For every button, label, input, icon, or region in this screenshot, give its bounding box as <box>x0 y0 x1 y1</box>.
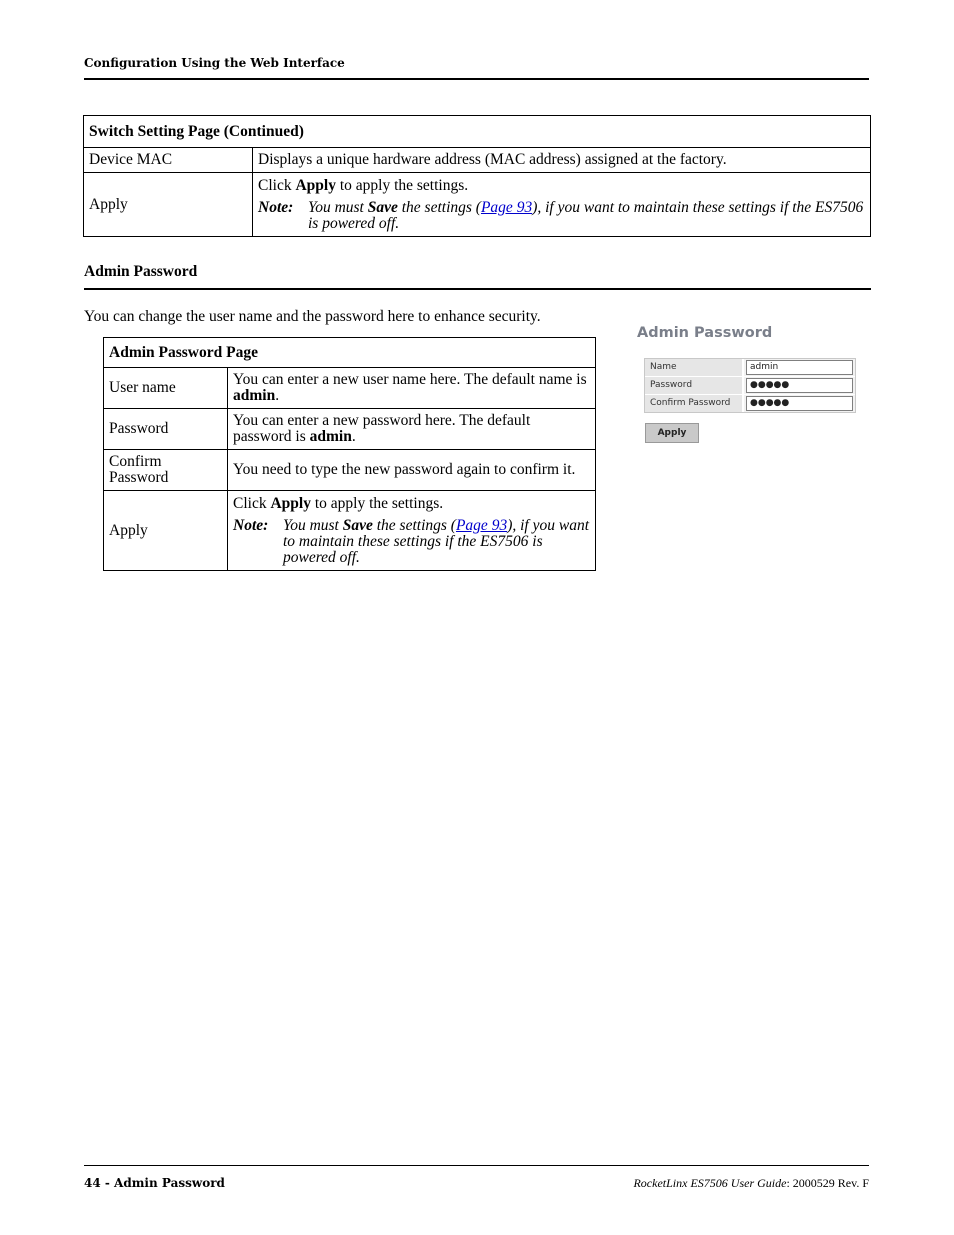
apply-button[interactable]: Apply <box>645 423 699 443</box>
switch-apply-desc <box>253 173 871 237</box>
note-bold: Save <box>342 516 373 534</box>
confirm-password-desc: You need to type the new password again to confirm it. <box>228 450 596 491</box>
user-name-desc <box>228 368 596 409</box>
header-rule <box>84 78 869 80</box>
apply-text-post: to apply the settings. <box>310 494 444 512</box>
form-row-password <box>645 377 855 395</box>
apply-bold: Apply <box>270 494 311 512</box>
password-label: Password <box>104 409 228 450</box>
switch-table-title: Switch Setting Page (Continued) <box>84 116 871 148</box>
switch-setting-table <box>83 115 871 237</box>
admin-apply-line <box>233 496 590 512</box>
section-title: Admin Password <box>84 263 198 280</box>
user-name-label: User name <box>104 368 228 409</box>
footer-page-label: 44 - Admin Password <box>84 1176 225 1190</box>
running-header: Configuration Using the Web Interface <box>84 56 345 70</box>
admin-table-title: Admin Password Page <box>104 338 596 368</box>
note-label: Note: <box>233 516 269 534</box>
apply-bold: Apply <box>295 176 336 194</box>
password-desc <box>228 409 596 450</box>
password-field-label: Password <box>645 377 744 394</box>
device-mac-desc: Displays a unique hardware address (MAC address) assigned at the factory. <box>253 148 871 173</box>
note-text-mid: the settings ( <box>372 516 456 534</box>
admin-apply-desc <box>228 491 596 571</box>
footer-doc-info <box>633 1176 869 1191</box>
admin-password-form <box>644 358 856 413</box>
switch-apply-label: Apply <box>84 173 253 237</box>
note-body <box>308 200 865 232</box>
password-input[interactable]: ●●●●● <box>746 378 853 393</box>
apply-text: Click <box>258 176 296 194</box>
desc-post: . <box>351 428 356 445</box>
desc-bold: admin <box>309 428 352 445</box>
desc-bold: admin <box>233 387 276 404</box>
section-intro: You can change the user name and the password here to enhance security. <box>84 308 541 325</box>
widget-title: Admin Password <box>637 325 773 341</box>
apply-text: Click <box>233 494 271 512</box>
desc-text: You can enter a new password here. The default password is <box>233 412 531 445</box>
admin-apply-note <box>233 518 590 566</box>
footer-guide-title: RocketLinx ES7506 User Guide <box>633 1176 787 1190</box>
note-label: Note: <box>258 198 294 216</box>
switch-apply-note <box>258 200 865 232</box>
note-text-post: ), if you want to maintain these settings if the ES7506 is powered off. <box>283 516 590 566</box>
admin-password-table <box>103 337 596 571</box>
admin-apply-label: Apply <box>104 491 228 571</box>
device-mac-label: Device MAC <box>84 148 253 173</box>
desc-text: You can enter a new user name here. The default name is <box>233 371 587 388</box>
confirm-password-input[interactable]: ●●●●● <box>746 396 853 411</box>
switch-apply-line <box>258 178 865 194</box>
footer-rev: : 2000529 Rev. F <box>786 1176 869 1190</box>
page-93-link[interactable]: Page 93 <box>480 198 533 216</box>
confirm-field-label: Confirm Password <box>645 395 744 412</box>
confirm-password-label: Confirm Password <box>104 450 228 491</box>
note-bold: Save <box>367 198 398 216</box>
note-text-mid: the settings ( <box>397 198 481 216</box>
note-text: You must <box>283 516 343 534</box>
name-field-label: Name <box>645 359 744 376</box>
note-text: You must <box>308 198 368 216</box>
form-row-name <box>645 359 855 377</box>
form-row-confirm <box>645 395 855 412</box>
name-input[interactable]: admin <box>746 360 853 375</box>
footer-rule <box>84 1165 869 1166</box>
section-rule <box>84 288 871 290</box>
desc-post: . <box>275 387 280 404</box>
apply-text-post: to apply the settings. <box>335 176 469 194</box>
note-body <box>283 518 590 566</box>
page-93-link[interactable]: Page 93 <box>455 516 508 534</box>
note-text-post: ), if you want to maintain these settings if the ES7506 is powered off. <box>308 198 864 232</box>
